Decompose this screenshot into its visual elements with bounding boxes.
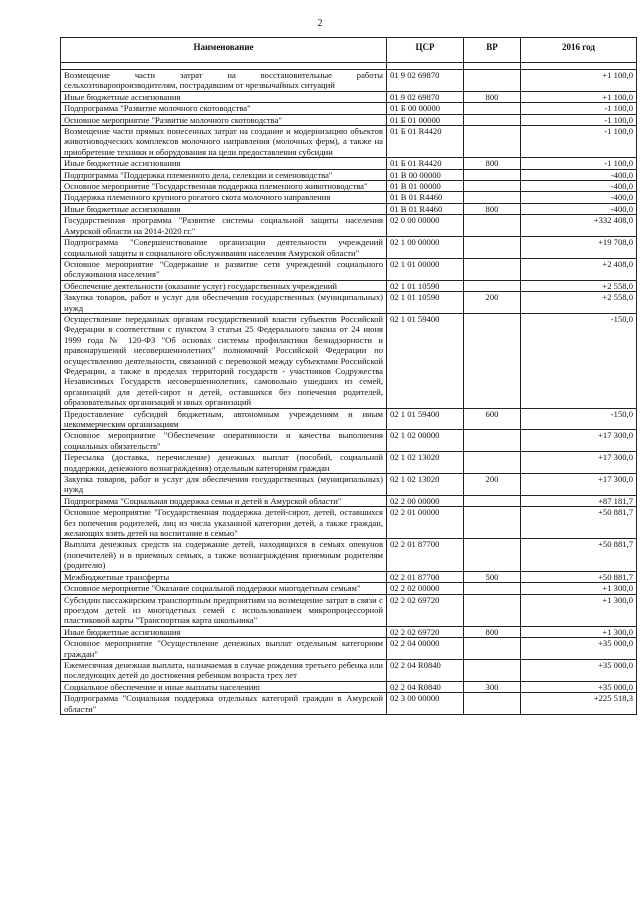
row-name: Иные бюджетные ассигнования [61,626,387,637]
row-vr [464,594,521,626]
row-name: Закупка товаров, работ и услуг для обеспечения государственных (муниципальных) нужд [61,292,387,314]
row-csr: 02 2 02 69720 [387,626,464,637]
row-amount: +1 300,0 [521,626,637,637]
row-name: Субсидии пассажирским транспортным предприятиям на возмещение затрат в связи с проездом детей из многодетных семей с использованием микропроцессорной пластиковой карты "Транспортная карта школьника" [61,594,387,626]
table-row [61,474,637,496]
table-row [61,192,637,203]
budget-table [60,37,637,715]
row-csr: 02 1 01 00000 [387,258,464,280]
row-vr [464,507,521,539]
spacer-cell [61,63,387,70]
row-csr: 02 2 02 00000 [387,583,464,594]
table-row [61,70,637,92]
row-vr: 600 [464,408,521,430]
row-vr: 500 [464,571,521,582]
row-csr: 02 1 01 10590 [387,280,464,291]
row-name: Закупка товаров, работ и услуг для обеспечения государственных (муниципальных) нужд [61,474,387,496]
row-amount: -400,0 [521,203,637,214]
row-amount: +19 708,0 [521,237,637,259]
row-csr: 02 3 00 00000 [387,693,464,715]
table-row [61,313,637,408]
row-vr [464,280,521,291]
row-vr [464,693,521,715]
table-row [61,292,637,314]
row-amount: -1 100,0 [521,158,637,169]
table-row [61,203,637,214]
row-csr: 02 1 02 13020 [387,452,464,474]
row-csr: 01 В 01 00000 [387,181,464,192]
row-vr: 800 [464,626,521,637]
row-name: Возмещение части затрат на восстановительные работы сельхозтоваропроизводителям, пострадавшим от чрезвычайных ситуаций [61,70,387,92]
table-row [61,215,637,237]
table-row [61,681,637,692]
row-csr: 02 1 00 00000 [387,237,464,259]
row-name: Основное мероприятие "Осуществление денежных выплат отдельным категориям граждан" [61,638,387,660]
row-vr [464,192,521,203]
table-row [61,638,637,660]
row-vr: 200 [464,292,521,314]
row-csr: 02 2 01 00000 [387,507,464,539]
row-name: Подпрограмма "Социальная поддержка семьи и детей в Амурской области" [61,495,387,506]
row-amount: -400,0 [521,169,637,180]
row-amount: +2 408,0 [521,258,637,280]
row-csr: 02 2 04 R0840 [387,681,464,692]
header-name: Наименование [61,38,387,63]
row-amount: -1 100,0 [521,103,637,114]
row-amount: +17 300,0 [521,474,637,496]
row-name: Подпрограмма "Социальная поддержка отдельных категорий граждан в Амурской области" [61,693,387,715]
row-csr: 02 1 02 00000 [387,430,464,452]
row-name: Обеспечение деятельности (оказание услуг) государственных учреждений [61,280,387,291]
row-csr: 01 9 02 69870 [387,91,464,102]
row-name: Ежемесячная денежная выплата, назначаемая в случае рождения третьего ребенка или последующих детей до достижения ребенком возраста трех лет [61,659,387,681]
table-row [61,181,637,192]
row-name: Пересылка (доставка, перечисление) денежных выплат (пособий, социальной поддержки, денежного вознаграждения) отдельным категориям граждан [61,452,387,474]
row-vr [464,258,521,280]
row-amount: +50 881,7 [521,571,637,582]
row-amount: +35 000,0 [521,681,637,692]
table-row [61,659,637,681]
row-name: Основное мероприятие "Обеспечение оперативности и качества выполнения социальных обязательств" [61,430,387,452]
row-csr: 01 Б 01 00000 [387,114,464,125]
row-amount: +50 881,7 [521,507,637,539]
row-csr: 02 1 01 59400 [387,313,464,408]
spacer-cell [464,63,521,70]
row-vr [464,495,521,506]
row-csr: 01 В 01 R4460 [387,192,464,203]
table-row [61,258,637,280]
row-csr: 02 2 04 R0840 [387,659,464,681]
row-vr [464,70,521,92]
table-row [61,594,637,626]
row-amount: -1 100,0 [521,126,637,158]
table-row [61,237,637,259]
header-year: 2016 год [521,38,637,63]
row-amount: +35 000,0 [521,638,637,660]
row-amount: +50 881,7 [521,539,637,571]
row-vr [464,452,521,474]
row-name: Основное мероприятие "Оказание социальной поддержки многодетным семьям" [61,583,387,594]
row-name: Межбюджетные трансферты [61,571,387,582]
row-csr: 01 Б 00 00000 [387,103,464,114]
row-csr: 01 В 00 00000 [387,169,464,180]
table-row [61,495,637,506]
row-amount: -1 100,0 [521,114,637,125]
row-name: Подпрограмма "Развитие молочного скотоводства" [61,103,387,114]
row-vr [464,638,521,660]
row-csr: 02 2 04 00000 [387,638,464,660]
row-csr: 02 2 01 87700 [387,571,464,582]
row-amount: +1 300,0 [521,583,637,594]
row-vr [464,215,521,237]
row-csr: 02 1 01 10590 [387,292,464,314]
row-amount: -150,0 [521,408,637,430]
table-row [61,571,637,582]
row-amount: -400,0 [521,181,637,192]
row-name: Иные бюджетные ассигнования [61,158,387,169]
row-vr: 200 [464,474,521,496]
row-amount: +2 558,0 [521,292,637,314]
table-row [61,280,637,291]
row-name: Подпрограмма "Совершенствование организации деятельности учреждений социальной защиты и социального обслуживания населения Амурской области" [61,237,387,259]
row-amount: +225 518,3 [521,693,637,715]
row-amount: +332 408,0 [521,215,637,237]
header-csr: ЦСР [387,38,464,63]
row-vr [464,237,521,259]
row-amount: +17 300,0 [521,452,637,474]
table-row [61,507,637,539]
row-vr [464,169,521,180]
row-name: Выплата денежных средств на содержание детей, находящихся в семьях опекунов (попечителей) и в приемных семьях, а также вознаграждения приемным родителям (родителю) [61,539,387,571]
row-name: Социальное обеспечение и иные выплаты населению [61,681,387,692]
table-row [61,158,637,169]
row-amount: -150,0 [521,313,637,408]
header-vr: ВР [464,38,521,63]
row-vr [464,430,521,452]
row-vr: 800 [464,91,521,102]
spacer-cell [387,63,464,70]
row-csr: 01 В 01 R4460 [387,203,464,214]
row-amount: -400,0 [521,192,637,203]
row-vr [464,181,521,192]
row-vr [464,114,521,125]
row-csr: 01 9 02 69870 [387,70,464,92]
row-csr: 02 0 00 00000 [387,215,464,237]
row-vr [464,126,521,158]
row-vr: 300 [464,681,521,692]
table-row [61,539,637,571]
table-row [61,693,637,715]
row-amount: +35 000,0 [521,659,637,681]
table-row [61,452,637,474]
table-row [61,430,637,452]
row-csr: 01 Б 01 R4420 [387,126,464,158]
row-amount: +1 300,0 [521,594,637,626]
row-name: Основное мероприятие "Государственная поддержка племенного животноводства" [61,181,387,192]
table-row [61,626,637,637]
table-row [61,126,637,158]
row-amount: +17 300,0 [521,430,637,452]
row-csr: 02 1 01 59400 [387,408,464,430]
row-vr [464,659,521,681]
row-name: Предоставление субсидий бюджетным, автономным учреждениям и иным некоммерческим организациям [61,408,387,430]
row-amount: +1 100,0 [521,91,637,102]
row-name: Основное мероприятие "Развитие молочного скотоводства" [61,114,387,125]
row-name: Основное мероприятие "Государственная поддержка детей-сирот, детей, оставшихся без попечения родителей, лиц из числа указанной категории детей, а также граждан, желающих взять детей на воспитание в семью" [61,507,387,539]
row-name: Подпрограмма "Поддержка племенного дела, селекции и семеноводства" [61,169,387,180]
table-header-row [61,38,637,63]
row-vr: 800 [464,203,521,214]
table-row [61,583,637,594]
row-name: Иные бюджетные ассигнования [61,91,387,102]
row-csr: 02 2 01 87700 [387,539,464,571]
row-amount: +2 558,0 [521,280,637,291]
table-row [61,169,637,180]
table-row [61,114,637,125]
table-row [61,91,637,102]
row-name: Иные бюджетные ассигнования [61,203,387,214]
row-vr: 800 [464,158,521,169]
row-name: Основное мероприятие "Содержание и развитие сети учреждений социального обслуживания населения" [61,258,387,280]
page-number: 2 [317,18,323,29]
row-csr: 02 2 00 00000 [387,495,464,506]
row-amount: +87 181,7 [521,495,637,506]
row-name: Осуществление переданных органам государственной власти субъектов Российской Федерации в соответствии с пунктом 3 статьи 25 Федерального закона от 24 июня 1999 года № 120-ФЗ "Об основах системы профилактики безнадзорности и правонарушений несовершеннолетних" полномочий Российской Федерации по осуществлению деятельности, связанной с перевозкой между субъектами Российской Федерации, а также в пределах территорий государств - участников Содружества Независимых Государств несовершеннолетних, самовольно ушедших из семей, организаций для детей-сирот и детей, оставшихся без попечения родителей, образовательных организаций и иных организаций [61,313,387,408]
row-csr: 02 1 02 13020 [387,474,464,496]
row-name: Государственная программа "Развитие системы социальной защиты населения Амурской области на 2014-2020 гг." [61,215,387,237]
row-vr [464,583,521,594]
table-row [61,408,637,430]
row-amount: +1 100,0 [521,70,637,92]
row-vr [464,313,521,408]
row-vr [464,539,521,571]
row-name: Возмещение части прямых понесенных затрат на создание и модернизацию объектов животноводческих комплексов молочного направления (молочных ферм), а также на приобретение техники и оборудования на цели предоставления субсидии [61,126,387,158]
row-name: Поддержка племенного крупного рогатого скота молочного направления [61,192,387,203]
table-spacer-row [61,63,637,70]
table-row [61,103,637,114]
row-csr: 02 2 02 69720 [387,594,464,626]
row-csr: 01 Б 01 R4420 [387,158,464,169]
spacer-cell [521,63,637,70]
row-vr [464,103,521,114]
